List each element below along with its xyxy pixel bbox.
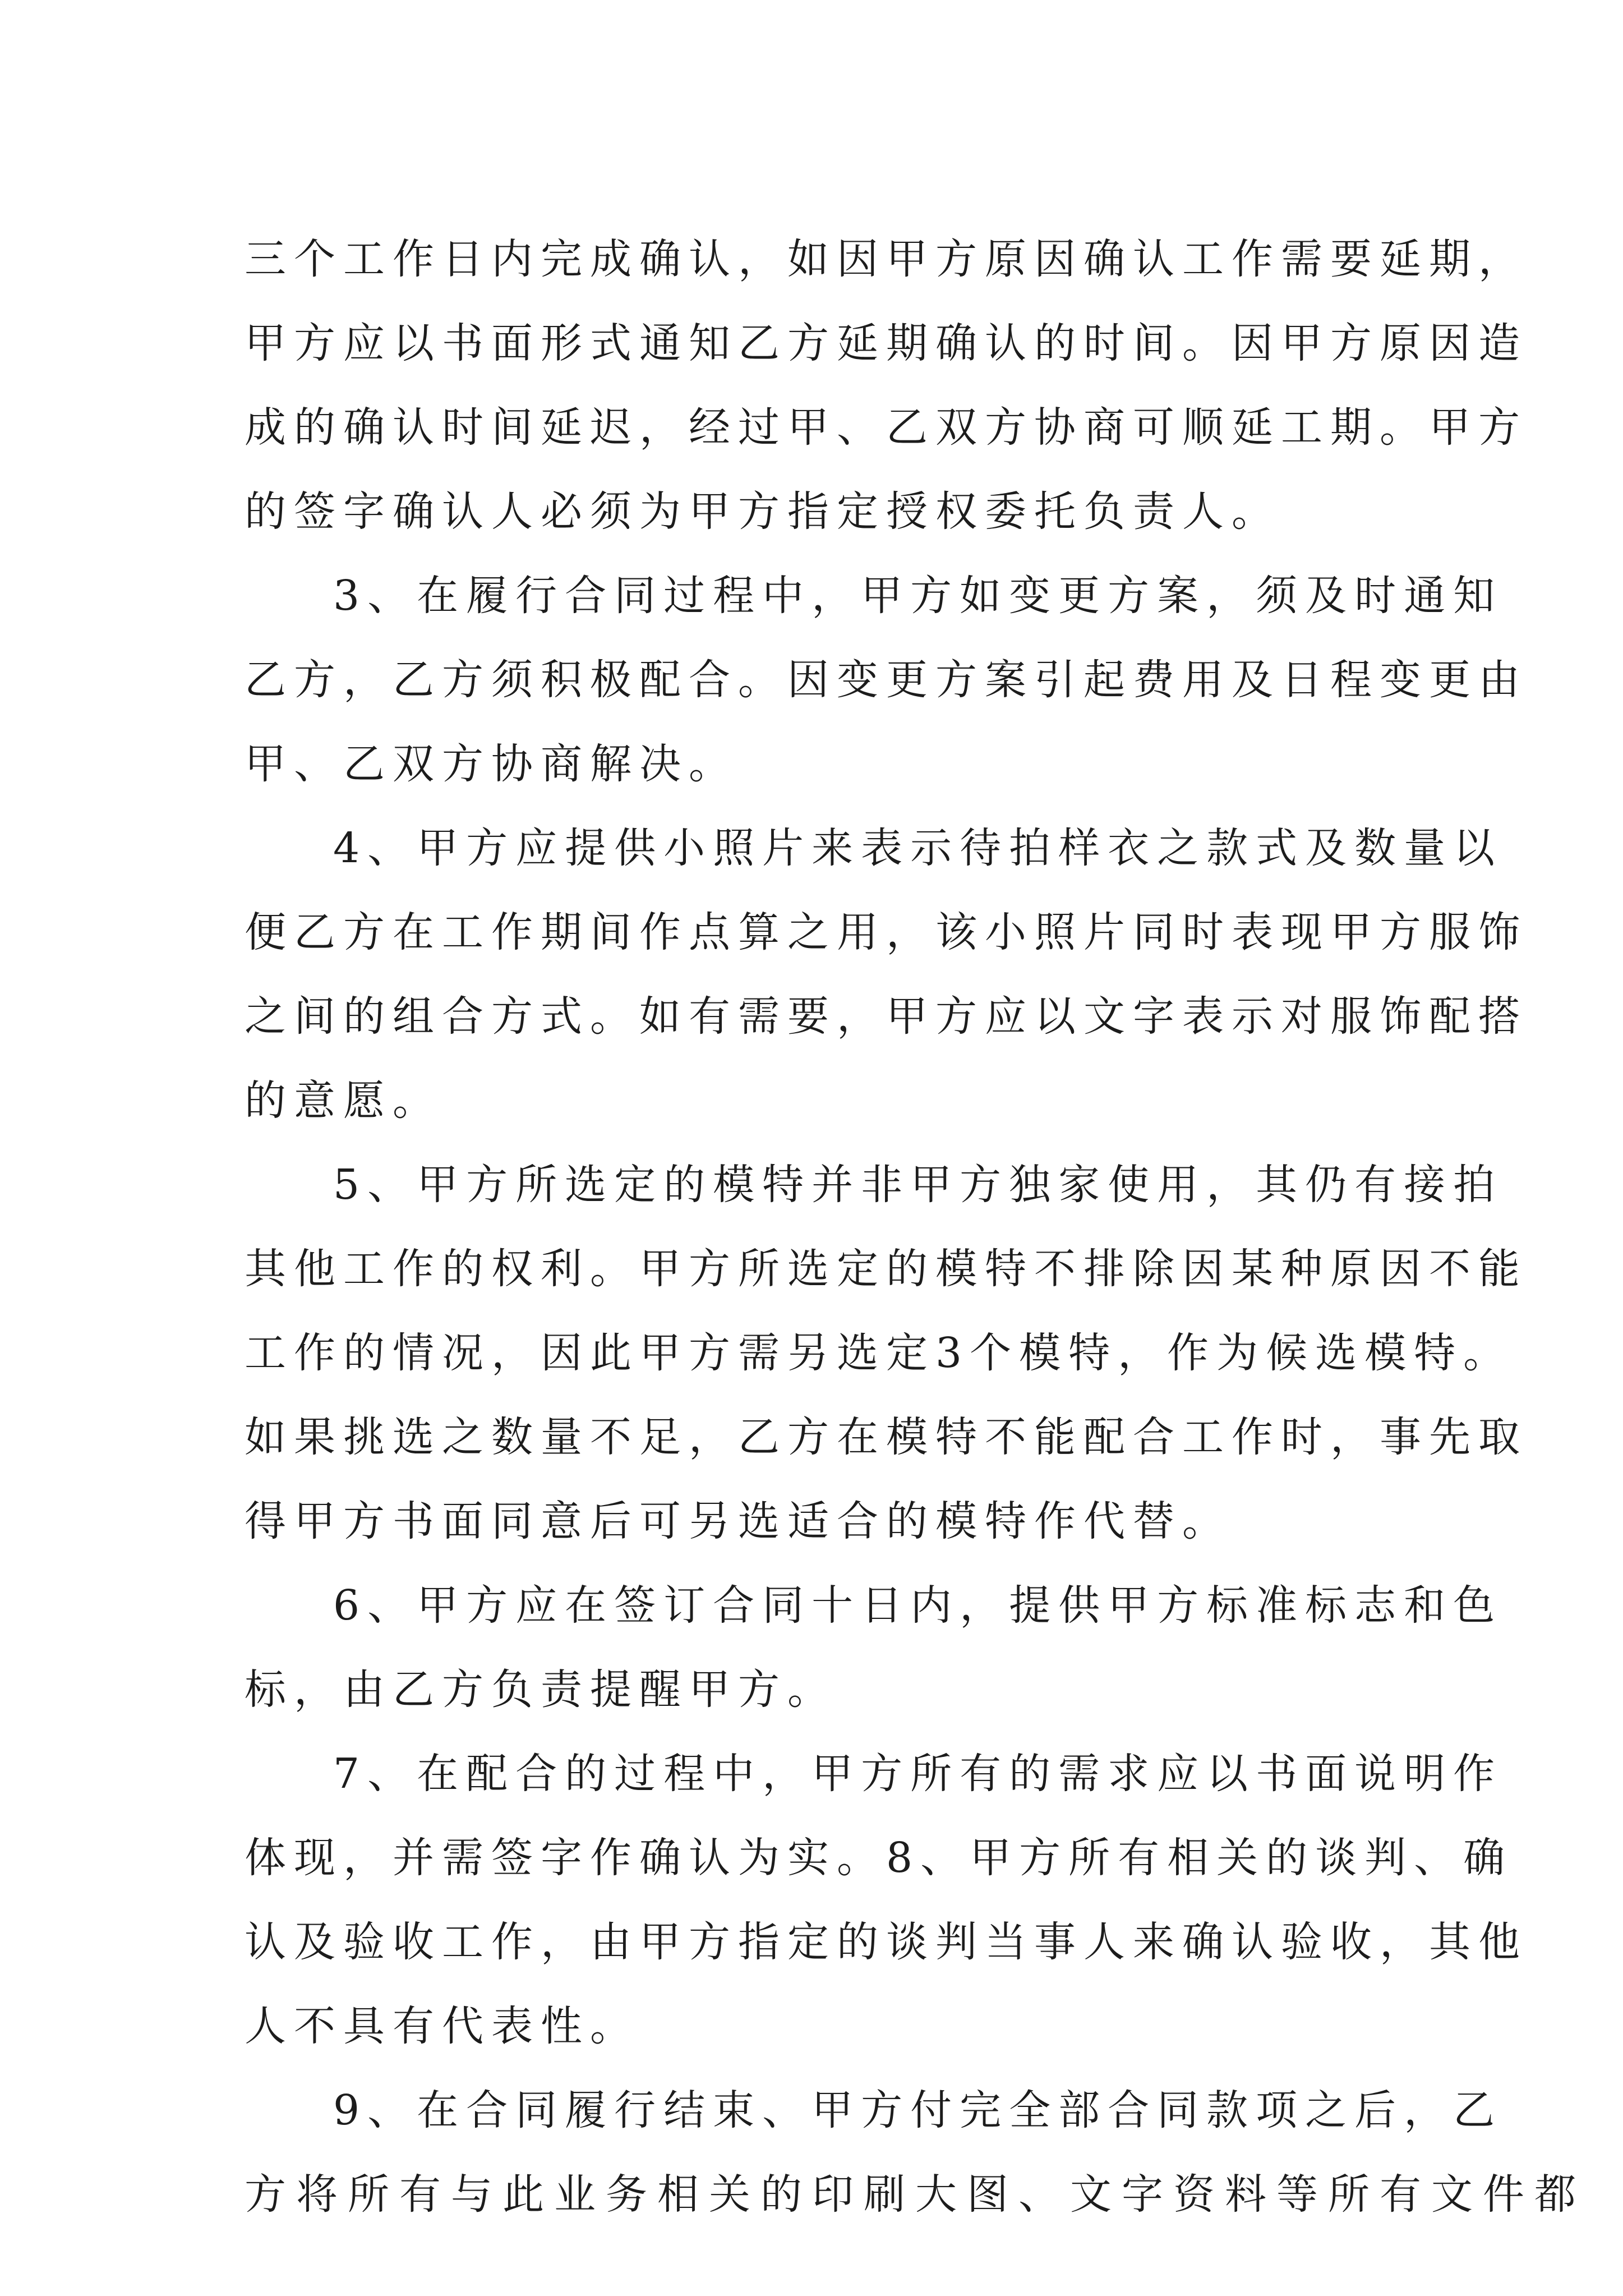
text-line: 方将所有与此业务相关的印刷大图、文字资料等所有文件都: [245, 2170, 1586, 2219]
text-line: 之间的组合方式。如有需要，甲方应以文字表示对服饰配搭: [245, 992, 1528, 1041]
text-line: 认及验收工作，由甲方指定的谈判当事人来确认验收，其他: [245, 1918, 1528, 1966]
paragraph-start-line: 9、在合同履行结束、甲方付完全部合同款项之后，乙: [333, 2086, 1503, 2134]
paragraph-start-line: 5、甲方所选定的模特并非甲方独家使用，其仍有接拍: [333, 1161, 1503, 1209]
text-line: 的签字确认人必须为甲方指定授权委托负责人。: [245, 487, 1281, 536]
text-line: 乙方，乙方须积极配合。因变更方案引起费用及日程变更由: [245, 656, 1528, 704]
text-line: 如果挑选之数量不足，乙方在模特不能配合工作时，事先取: [245, 1413, 1528, 1461]
paragraph-start-line: 4、甲方应提供小照片来表示待拍样衣之款式及数量以: [333, 824, 1503, 872]
text-line: 便乙方在工作期间作点算之用，该小照片同时表现甲方服饰: [245, 908, 1528, 956]
paragraph-start-line: 6、甲方应在签订合同十日内，提供甲方标准标志和色: [333, 1581, 1503, 1630]
text-line: 工作的情况，因此甲方需另选定3个模特，作为候选模特。: [245, 1329, 1513, 1377]
text-line: 甲、乙双方协商解决。: [245, 740, 738, 788]
paragraph-start-line: 3、在履行合同过程中，甲方如变更方案，须及时通知: [333, 572, 1503, 620]
text-line: 其他工作的权利。甲方所选定的模特不排除因某种原因不能: [245, 1245, 1528, 1293]
text-line: 的意愿。: [245, 1076, 442, 1125]
text-line: 得甲方书面同意后可另选适合的模特作代替。: [245, 1497, 1232, 1545]
text-line: 人不具有代表性。: [245, 2002, 639, 2050]
text-line: 三个工作日内完成确认，如因甲方原因确认工作需要延期，: [245, 235, 1528, 283]
text-line: 成的确认时间延迟，经过甲、乙双方协商可顺延工期。甲方: [245, 403, 1528, 452]
text-line: 甲方应以书面形式通知乙方延期确认的时间。因甲方原因造: [245, 319, 1528, 367]
paragraph-start-line: 7、在配合的过程中，甲方所有的需求应以书面说明作: [333, 1750, 1503, 1798]
text-line: 体现，并需签字作确认为实。8、甲方所有相关的谈判、确: [245, 1834, 1513, 1882]
text-line: 标，由乙方负责提醒甲方。: [245, 1665, 837, 1714]
